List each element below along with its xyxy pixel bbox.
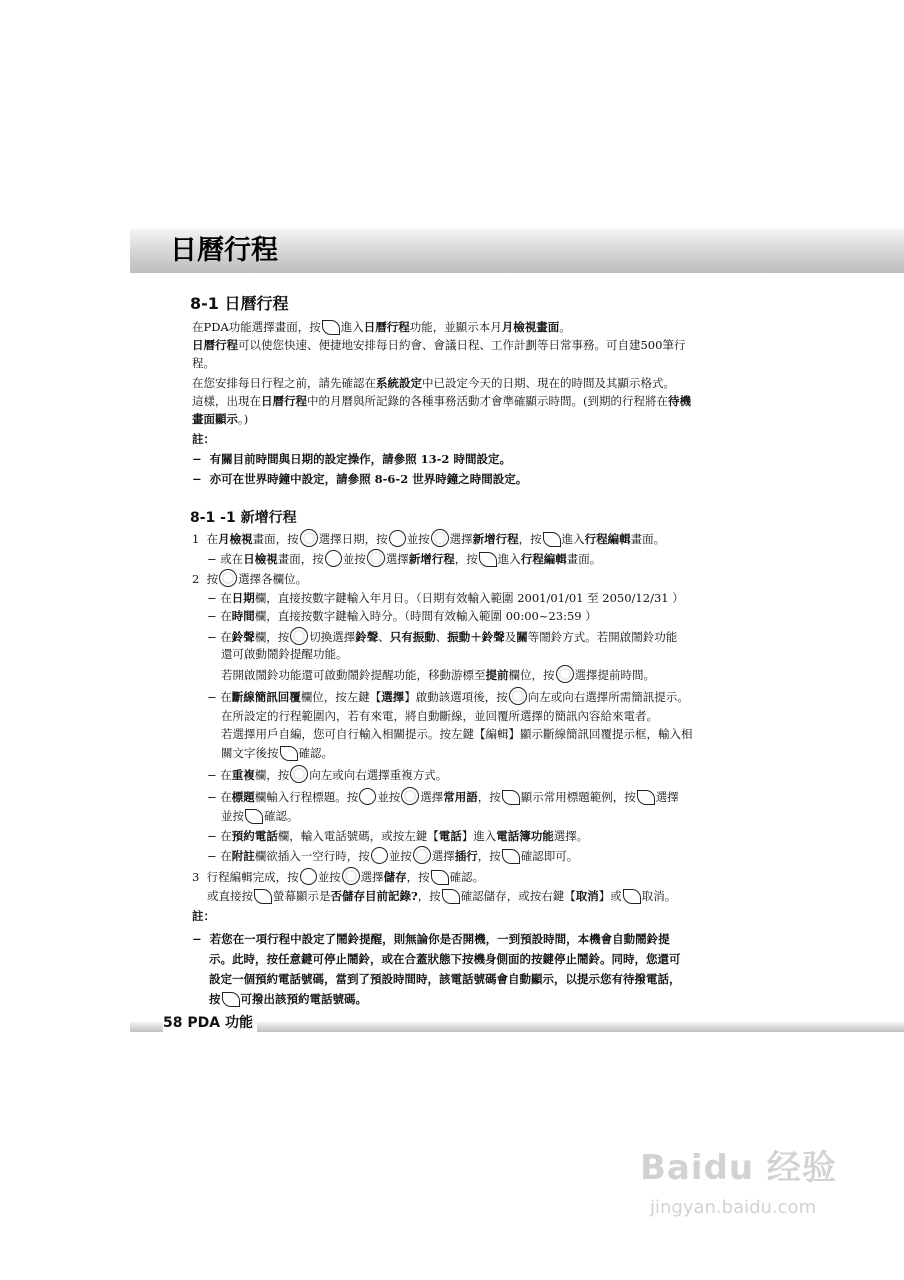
ok-icon xyxy=(442,889,460,904)
field-sms: − 在斷線簡訊回覆欄位，按左鍵【選擇】啟動該選項後，按 向左或向右選擇所需簡訊提示。 xyxy=(207,687,689,706)
menu-icon xyxy=(359,788,376,805)
field-time: − 在時間欄，直接按數字鍵輸入時分。（時間有效輸入範圍 00:00~23:59 ） xyxy=(207,609,597,623)
note-item: − 有關目前時間與日期的設定操作，請參照 13-2 時間設定。 xyxy=(192,452,511,466)
field-sms-cont: 關文字後按 確認。 xyxy=(221,746,333,760)
ok-icon xyxy=(543,532,561,547)
nav-icon xyxy=(556,665,574,683)
key-icon xyxy=(322,320,340,335)
paragraph: 這樣，出現在日曆行程中的月曆與所記錄的各種事務活動才會準確顯示時間。(到期的行程將在待機 xyxy=(192,394,691,408)
step: 3 行程編輯完成，按 並按 選擇儲存，按 確認。 xyxy=(192,867,484,886)
cancel-icon xyxy=(254,889,272,904)
chapter-title: 日曆行程 xyxy=(170,235,278,266)
menu-icon xyxy=(371,847,388,864)
ok-icon xyxy=(245,809,263,824)
step-alt: − 或在日檢視畫面，按 並按 選擇新增行程，按 進入行程編輯畫面。 xyxy=(207,549,601,568)
nav-icon xyxy=(431,529,449,547)
nav-icon xyxy=(300,529,318,547)
watermark-logo: Baidu 经验 xyxy=(640,1148,837,1188)
ok-icon xyxy=(502,790,520,805)
ok-icon xyxy=(502,849,520,864)
ok-icon xyxy=(479,552,497,567)
step: 1 在月檢視畫面，按 選擇日期，按 並按 選擇新增行程，按 進入行程編輯畫面。 xyxy=(192,529,665,548)
nav-icon xyxy=(367,549,385,567)
nav-icon xyxy=(219,569,237,587)
note-line: 按 可撥出該預約電話號碼。 xyxy=(209,992,367,1006)
paragraph: 在PDA功能選擇畫面，按 進入日曆行程功能，並顯示本月月檢視畫面。 xyxy=(192,320,571,334)
page-footer: 58 PDA 功能 xyxy=(163,1012,257,1032)
field-ring: − 在鈴聲欄，按 切換選擇鈴聲、只有振動、振動＋鈴聲及關等鬧鈴方式。若開啟鬧鈴功能 xyxy=(207,627,677,646)
nav-icon xyxy=(290,765,308,783)
field-ring-cont: 若開啟鬧鈴功能還可啟動鬧鈴提醒功能，移動游標至提前欄位，按 選擇提前時間。 xyxy=(221,665,655,684)
nav-icon xyxy=(290,627,308,645)
menu-icon xyxy=(325,550,342,567)
field-sms-cont: 若選擇用戶自編，您可自行輸入相關提示。按左鍵【編輯】顯示斷線簡訊回覆提示框，輸入相 xyxy=(221,727,693,741)
menu-icon xyxy=(389,530,406,547)
note-item: − 亦可在世界時鐘中設定，請參照 8-6-2 世界時鐘之時間設定。 xyxy=(192,472,528,486)
note-label: 註： xyxy=(192,432,215,446)
paragraph: 日曆行程可以使您快速、便捷地安排每日約會、會議日程、工作計劃等日常事務。可自建500筆行 xyxy=(192,338,686,352)
cancel-icon xyxy=(623,889,641,904)
paragraph: 程。 xyxy=(192,356,215,370)
step-alt: 或直接按 螢幕顯示是否儲存目前記錄?，按 確認儲存，或按右鍵【取消】或 取消。 xyxy=(207,889,677,903)
field-call: − 在預約電話欄，輸入電話號碼，或按左鍵【電話】進入電話簿功能選擇。 xyxy=(207,829,589,843)
nav-icon xyxy=(413,846,431,864)
field-date: − 在日期欄，直接按數字鍵輸入年月日。（日期有效輸入範圍 2001/01/01 至 2050/12/31 ） xyxy=(207,591,684,605)
note-line: 設定一個預約電話號碼，當到了預設時間時，該電話號碼會自動顯示，以提示您有待撥電話， xyxy=(209,972,681,986)
nav-icon xyxy=(342,867,360,885)
section-heading: 8-1 日曆行程 xyxy=(190,294,289,313)
ok-icon xyxy=(431,870,449,885)
watermark xyxy=(640,1140,837,1218)
ok-icon xyxy=(280,746,298,761)
paragraph: 畫面顯示。) xyxy=(192,412,249,426)
field-ring-cont: 還可啟動鬧鈴提醒功能。 xyxy=(221,647,348,661)
nav-icon xyxy=(401,787,419,805)
field-title-cont: 並按 確認。 xyxy=(221,809,299,823)
note-line: − 若您在一項行程中設定了鬧鈴提醒，則無論你是否開機，一到預設時間，本機會自動鬧鈴提 xyxy=(192,932,670,946)
field-repeat: − 在重複欄，按 向左或向右選擇重複方式。 xyxy=(207,765,447,784)
ok-icon xyxy=(637,790,655,805)
field-title: − 在標題欄輸入行程標題。按 並按 選擇常用語，按 顯示常用標題範例，按 選擇 xyxy=(207,787,679,806)
note-label: 註： xyxy=(192,909,215,923)
subsection-heading: 8-1 -1 新增行程 xyxy=(190,510,297,526)
step: 2 按 選擇各欄位。 xyxy=(192,569,307,588)
ok-icon xyxy=(222,992,240,1007)
note-line: 示。此時，按任意鍵可停止鬧鈴，或在合蓋狀態下按機身側面的按鍵停止鬧鈴。同時，您還可 xyxy=(209,952,681,966)
menu-icon xyxy=(300,868,317,885)
watermark-url: jingyan.baidu.com xyxy=(650,1197,817,1218)
field-memo: − 在附註欄欲插入一空行時，按 並按 選擇插行，按 確認即可。 xyxy=(207,846,578,865)
paragraph: 在您安排每日行程之前，請先確認在系統設定中已設定今天的日期、現在的時間及其顯示格式。 xyxy=(192,376,675,390)
field-sms-cont: 在所設定的行程範圍內，若有來電，將自動斷線，並回覆所選擇的簡訊內容給來電者。 xyxy=(221,709,658,723)
nav-icon xyxy=(509,687,527,705)
